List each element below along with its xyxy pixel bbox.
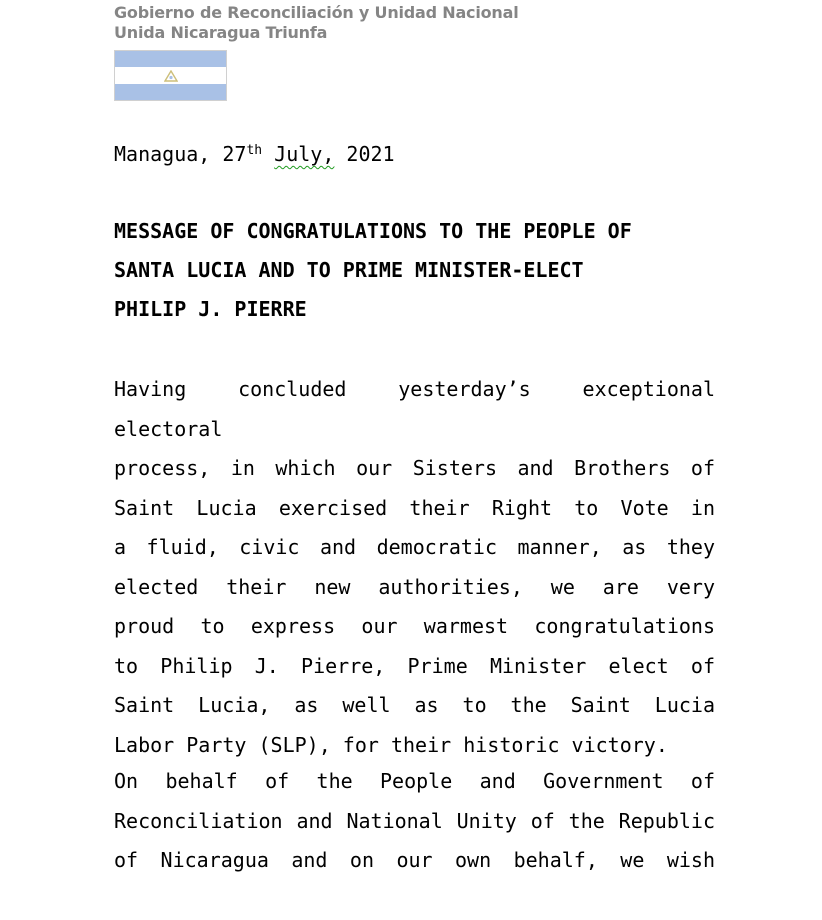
paragraph-line: a fluid, civic and democratic manner, as they — [114, 535, 715, 559]
paragraph-line: to Philip J. Pierre, Prime Minister elect of — [114, 653, 715, 678]
letterhead-government-name: Gobierno de Reconciliación y Unidad Nacional — [114, 3, 519, 22]
paragraph-line: of Nicaragua and on our own behalf, we wish — [114, 848, 715, 872]
paragraph-line: proud to express our warmest congratulations — [114, 614, 715, 638]
paragraph-line: elected their new authorities, we are very — [114, 574, 715, 599]
paragraph-line: Reconciliation and National Unity of the Republic — [114, 808, 715, 833]
title-line: PHILIP J. PIERRE — [114, 297, 307, 321]
letterhead — [114, 3, 519, 43]
paragraph-line: Having concluded yesterday’s exceptional electoral — [114, 377, 715, 441]
nicaragua-flag-icon — [114, 50, 227, 101]
paragraph-line: Saint Lucia, as well as to the Saint Lucia — [114, 693, 715, 717]
paragraph-line: process, in which our Sisters and Brothers of — [114, 456, 715, 480]
title-line: MESSAGE OF CONGRATULATIONS TO THE PEOPLE OF — [114, 219, 632, 243]
title-line: SANTA LUCIA AND TO PRIME MINISTER-ELECT — [114, 258, 584, 282]
letterhead-slogan: Unida Nicaragua Triunfa — [114, 23, 328, 42]
paragraph-line: On behalf of the People and Government of — [114, 769, 715, 793]
body-paragraph-2 — [114, 762, 715, 881]
letter-date — [114, 141, 715, 167]
message-title — [114, 212, 715, 329]
date-year: 2021 — [346, 142, 395, 166]
date-month: July, — [274, 142, 335, 166]
body-paragraph-1 — [114, 370, 715, 765]
date-prefix: Managua, 27 — [114, 142, 247, 166]
coat-of-arms-icon — [164, 70, 178, 82]
paragraph-line: Saint Lucia exercised their Right to Vote in — [114, 495, 715, 520]
paragraph-line: Labor Party (SLP), for their historic victory. — [114, 732, 668, 757]
date-ordinal-suffix: th — [246, 143, 263, 158]
